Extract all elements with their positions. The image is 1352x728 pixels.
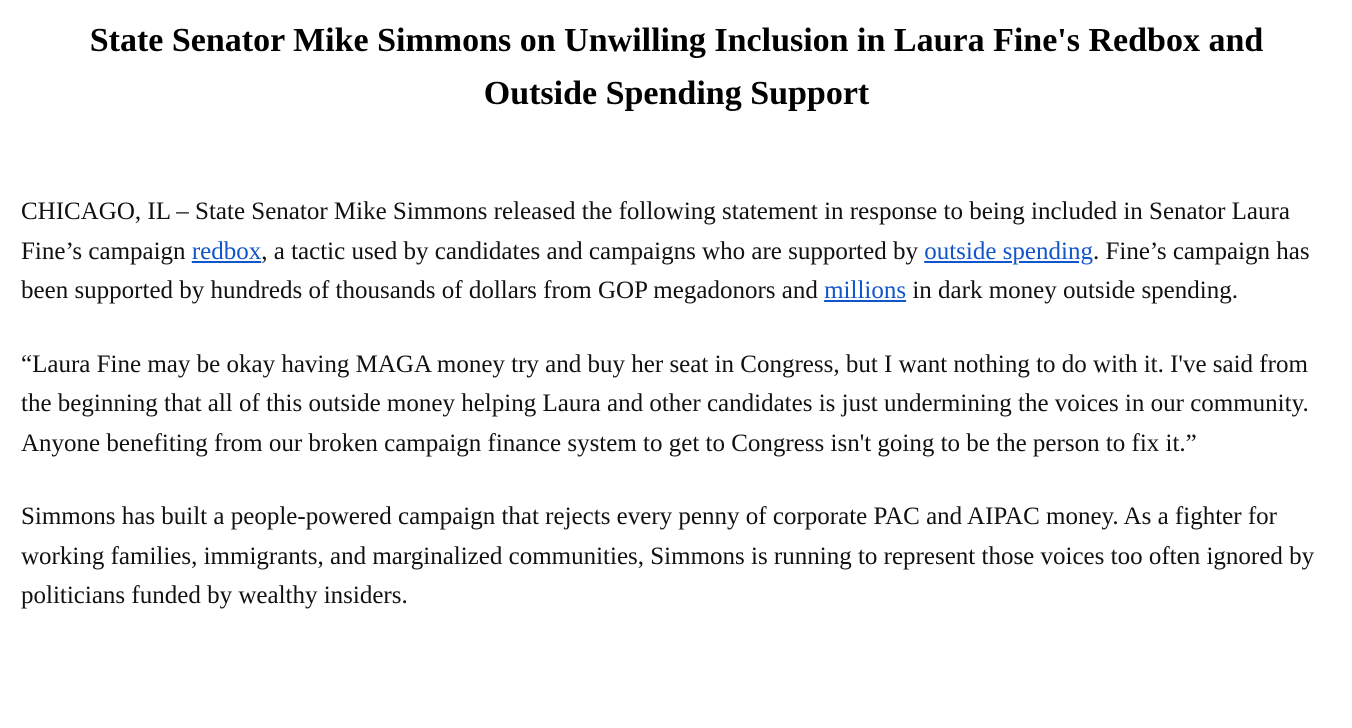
millions-link[interactable]: millions xyxy=(824,277,907,304)
closing-paragraph: Simmons has built a people-powered campaign that rejects every penny of corporate PAC and AIPAC money. As a fighter for working families, immigrants, and marginalized communities, Simmons is running to represent those voices too often ignored by politicians funded by wealthy insiders. xyxy=(21,503,1315,609)
intro-text-part-2: , a tactic used by candidates and campaigns who are supported by xyxy=(261,237,925,265)
intro-text-part-1: CHICAGO, IL – State Senator Mike Simmons released the following statement in response to being included in Senator Laura Fine’s campaign xyxy=(21,198,1290,265)
outside-spending-link[interactable]: outside spending xyxy=(924,237,1093,265)
intro-paragraph xyxy=(21,192,1332,311)
intro-text-part-3: . Fine’s campaign has been supported by hundreds of thousands of dollars from GOP megadonors and xyxy=(21,237,1310,304)
intro-text-part-4: in dark money outside spending. xyxy=(906,277,1238,304)
page-title: State Senator Mike Simmons on Unwilling Inclusion in Laura Fine's Redbox and Outside Spending Support xyxy=(89,22,1264,112)
quote-paragraph: “Laura Fine may be okay having MAGA money try and buy her seat in Congress, but I want nothing to do with it. I've said from the beginning that all of this outside money helping Laura and other candidates is just undermining the voices in our community. Anyone benefiting from our broken campaign finance system to get to Congress isn't going to be the person to fix it.” xyxy=(21,350,1309,457)
redbox-link[interactable]: redbox xyxy=(191,237,262,265)
